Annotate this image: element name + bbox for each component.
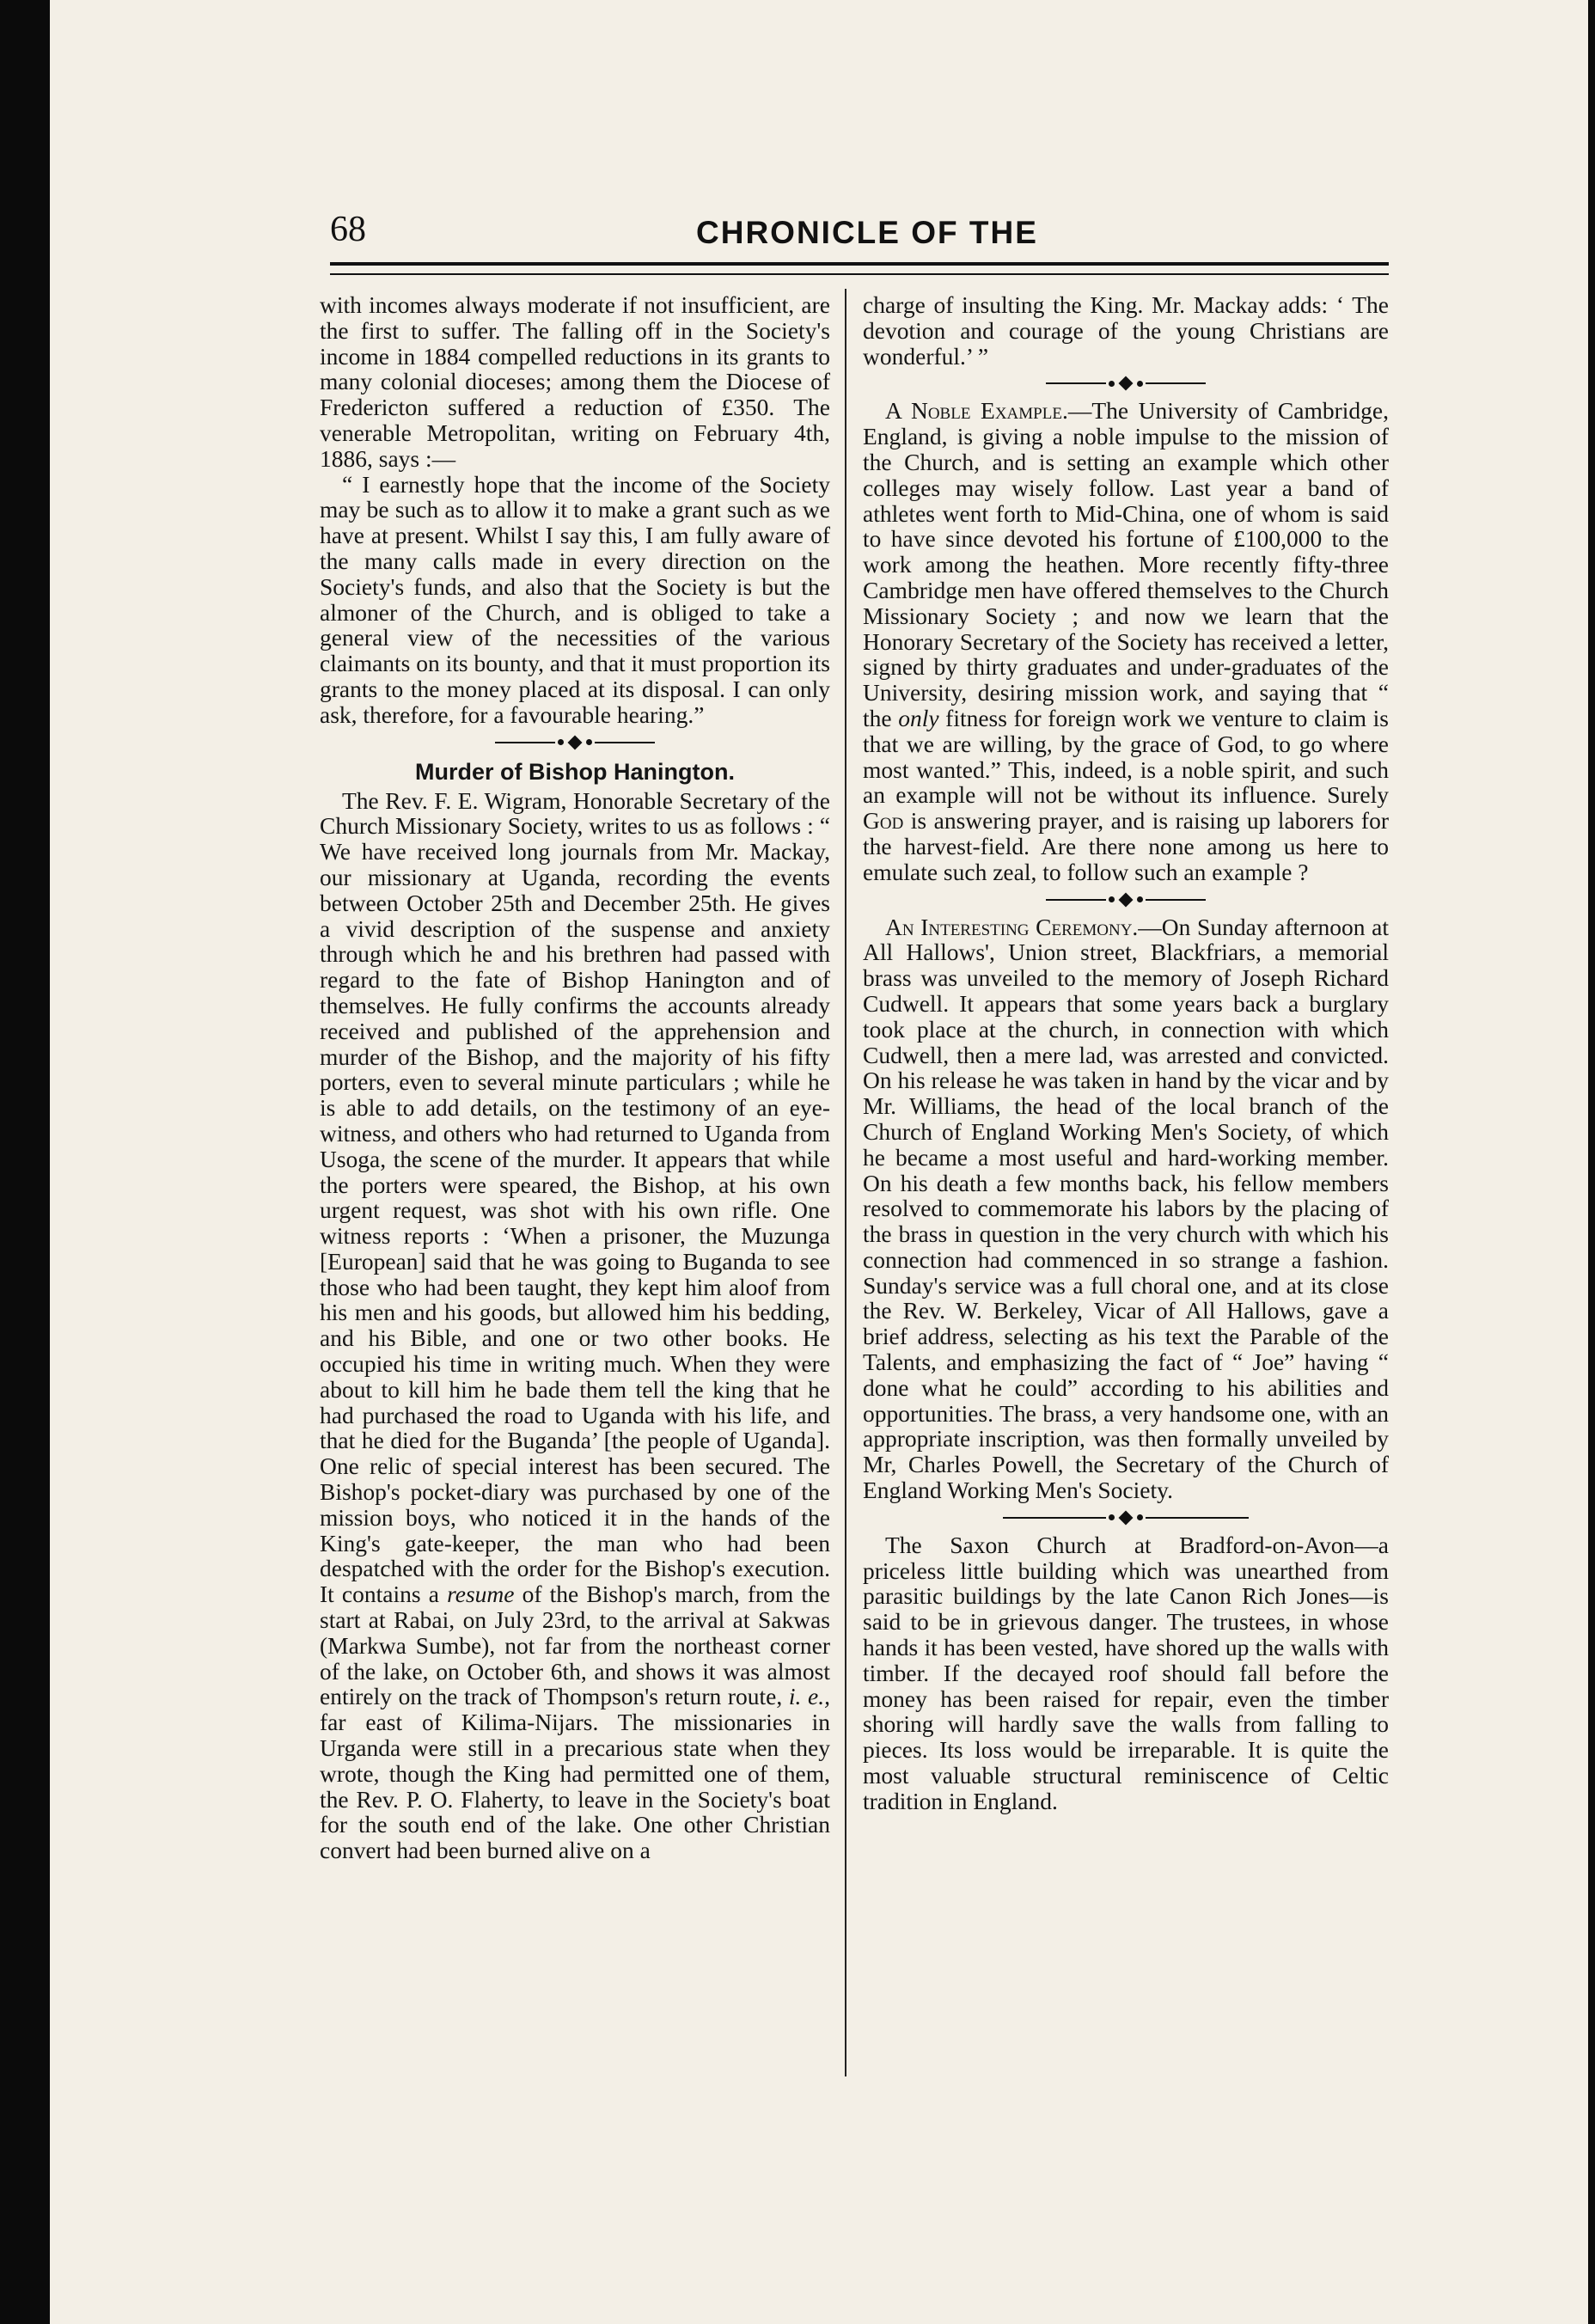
paragraph: The Rev. F. E. Wigram, Honorable Secretary of the Church Missionary Society, writes to us as follows : “ We have received long journals from Mr. Mackay, our missionary at Uganda, recording the events between October 25th and December 25th. He gives a vivid description of the suspense and anxiety through which he and his brethren had passed with regard to the fate of Bishop Hanington and of themselves. He fully confirms the accounts already received and published of the apprehension and murder of the Bishop, and the majority of his fifty porters, even to several minute particulars ; while he is able to add details, on the testimony of an eye-witness, and others who had returned to Uganda from Usoga, the scene of the murder. It appears that while the porters were speared, the Bishop, at his own urgent request, was shot with his own rifle. One witness reports : ‘When a prisoner, the Muzunga [European] said that he was going to Buganda to see those who had been taught, they kept him aloof from his men and his goods, but allowed him his bedding, and his Bible, and one or two other books. He occupied his time in writing much. When they were about to kill him he bade them tell the king that he had purchased the road to Uganda with his life, and that he died for the Buganda’ [the people of Uganda]. One relic of special interest has been secured. The Bishop's pocket-diary was purchased by one of the mission boys, who noticed it in the hands of the King's gate-keeper, the man who had been despatched with the order for the Bishop's execution. It contains a resume of the Bishop's march, from the start at Rabai, on July 23rd, to the arrival at Sakwas (Markwa Sumbe), not far from the northeast corner of the lake, on October 6th, and shows it was almost entirely on the track of Thompson's return route, i. e., far east of Kilima-Nijars. The missionaries in Urganda were still in a precarious state when they wrote, though the King had permitted one of them, the Rev. P. O. Flaherty, to leave in the Society's boat for the south end of the lake. One other Christian convert had been burned alive on a [320, 786, 831, 1864]
paragraph: An Interesting Ceremony.—On Sunday afternoon at All Hallows', Union street, Blackfriars, a memorial brass was unveiled to the memory of Joseph Richard Cudwell. It appears that some years back a burglary took place at the church, in connection with which Cudwell, then a mere lad, was arrested and convicted. On his release he was taken in hand by the vicar and by Mr. Williams, the head of the local branch of the Church of England Working Men's Society, of which he became a most useful and hard-working member. On his death a few months back, his fellow members resolved to commemorate his labors by the placing of the brass in question in the very church with which his connection had commenced in so strange a fashion. Sunday's service was a full choral one, and at its close the Rev. W. Berkeley, Vicar of All Hallows, gave a brief address, selecting as his text the Parable of the Talents, and emphasizing the fact of “ Joe” having “ done what he could” according to his abilities and opportunities. The brass, a very handsome one, with an appropriate inscription, was then formally unveiled by Mr, Charles Powell, the Secretary of the Church of England Working Men's Society. [863, 913, 1389, 1504]
right-column [863, 292, 1389, 1814]
page-number: 68 [330, 210, 366, 249]
paragraph: A Noble Example.—The University of Cambridge, England, is giving a noble impulse to the mission of the Church, and is setting an example which other colleges may wisely follow. Last year a band of athletes went forth to Mid-China, one of whom is said to have since devoted his fortune of £100,000 to the work among the heathen. More recently fifty-three Cambridge men have offered themselves to the Church Missionary Society ; and now we learn that the Honorary Secretary of the Society has received a letter, signed by thirty graduates and under-graduates of the University, desiring mission work, and saying that “ the only fitness for foreign work we venture to claim is that we are willing, by the grace of God, to go where most wanted.” This, indeed, is a noble spirit, and such an example will not be without its influence. Surely God is answering prayer, and is raising up laborers for the harvest-field. Are there none among us here to emulate such zeal, to follow such an example ? [863, 397, 1390, 885]
column-divider [845, 289, 846, 2076]
header-rule-thin [330, 273, 1389, 275]
paragraph: charge of insulting the King. Mr. Mackay adds: ‘ The devotion and courage of the young Christians are wonderful.’ ” [863, 291, 1389, 370]
quote-paragraph: “ I earnestly hope that the income of the Society may be such as to allow it to make a grant such as we have at present. Whilst I say this, I am fully aware of the many calls made in every direction on the Society's funds, and also that the Society is but the almoner of the Church, and is obliged to take a general view of the necessities of the various claimants on its bounty, and that it must proportion its grants to the money placed at its disposal. I can only ask, therefore, for a favourable hearing.” [320, 470, 831, 728]
header-rule-thick [330, 262, 1389, 266]
section-heading: Murder of Bishop Hanington. [415, 758, 735, 785]
paragraph: with incomes always moderate if not insufficient, are the first to suffer. The falling off in the Society's income in 1884 compelled reductions in its grants to many colonial dioceses; among them the Diocese of Fredericton suffered a reduction of £350. The venerable Metropolitan, writing on February 4th, 1886, says :— [320, 291, 830, 472]
running-head: CHRONICLE OF THE [696, 215, 1038, 250]
paragraph: The Saxon Church at Bradford-on-Avon—a priceless little building which was unearthed from parasitic buildings by the late Canon Rich Jones—is said to be in grievous danger. The trustees, in whose hands it has been vested, have shored up the walls with timber. If the decayed roof should fall before the money has been raised for repair, even the timber shoring will hardly save the walls from falling to pieces. Its loss would be irreparable. It is quite the most valuable structural reminiscence of Celtic tradition in England. [863, 1531, 1389, 1814]
section-ornament [320, 733, 830, 752]
section-ornament [863, 1508, 1389, 1527]
section-ornament [863, 890, 1389, 909]
section-ornament [863, 374, 1389, 393]
left-column [320, 292, 830, 1863]
